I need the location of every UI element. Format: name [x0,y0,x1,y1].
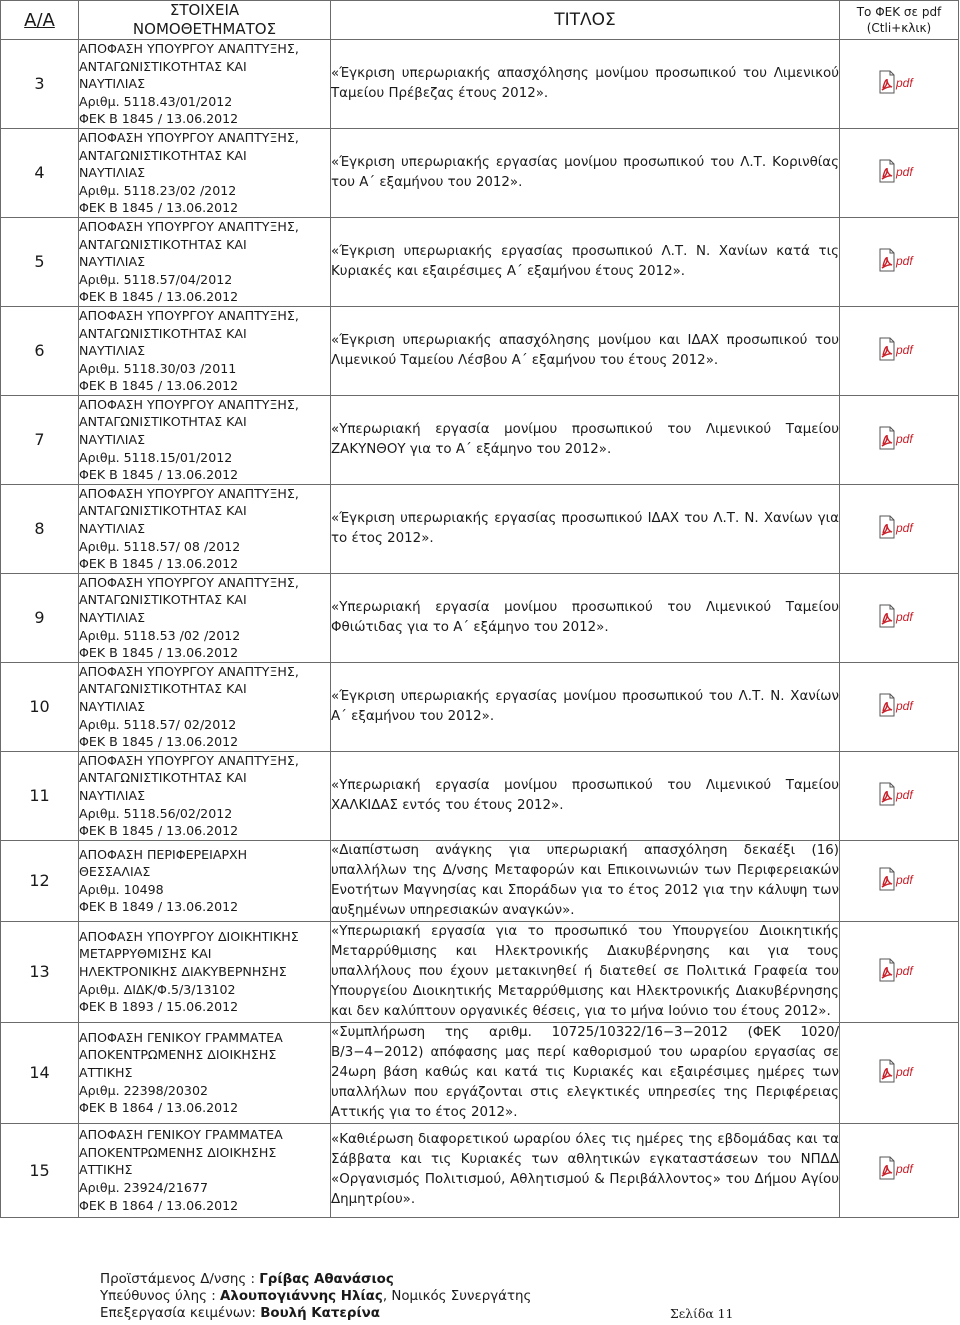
row-number: 13 [1,921,79,1022]
footer-line-2 [100,1288,860,1305]
law-line: ΗΛΕΚΤΡΟΝΙΚΗΣ ΔΙΑΚΥΒΕΡΝΗΣΗΣ [79,963,287,979]
law-line: ΑΝΤΑΓΩΝΙΣΤΙΚΟΤΗΤΑΣ ΚΑΙ [79,592,247,608]
law-line: ΑΠΟΦΑΣΗ ΥΠΟΥΡΓΟΥ ΑΝΑΠΤΥΞΗΣ, [79,307,299,323]
decision-title: «Συμπλήρωση της αριθμ. 10725/10322/16−3−2012 (ΦΕΚ 1020/ Β/3−4−2012) απόφασης μας περί καθορισμού του ωραρίου εργασίας σε 24ωρη βάση καθώς και κατά τις Κυριακές και εξαιρέσιμες ημέρες των υπαλλήλων που εργάζονται στις ελεγκτικές υπηρεσίες της Περιφέρειας Αττικής για το έτος 2012». [331,1022,840,1123]
law-line: ΦΕΚ Β 1845 / 13.06.2012 [79,111,239,127]
decision-title: «Υπερωριακή εργασία μονίμου προσωπικού του Λιμενικού Ταμείου ΖΑΚΥΝΘΟΥ για το Α΄ εξάμηνο του 2012». [331,395,840,484]
table-row [1,840,959,921]
law-line: ΑΠΟΦΑΣΗ ΥΠΟΥΡΓΟΥ ΑΝΑΠΤΥΞΗΣ, [79,41,299,56]
pdf-icon-label: pdf [896,872,913,887]
law-line: Αριθμ. 5118.53 /02 /2012 [79,627,241,643]
law-line: Αριθμ. 5118.15/01/2012 [79,449,233,465]
law-line: ΝΑΥΤΙΛΙΑΣ [79,698,146,714]
law-line: ΦΕΚ Β 1845 / 13.06.2012 [79,378,239,394]
table-row [1,921,959,1022]
row-number: 12 [1,840,79,921]
pdf-link-cell [840,128,959,217]
law-line: ΦΕΚ Β 1864 / 13.06.2012 [79,1100,239,1116]
law-line: ΑΠΟΦΑΣΗ ΥΠΟΥΡΓΟΥ ΑΝΑΠΤΥΞΗΣ, [79,129,299,145]
footer-editor-label: Υπεύθυνος ύλης : [100,1289,220,1304]
pdf-link-cell [840,1022,959,1123]
footer-typing-name: Βουλή Κατερίνα [260,1306,381,1321]
law-line: ΑΠΟΦΑΣΗ ΥΠΟΥΡΓΟΥ ΑΝΑΠΤΥΞΗΣ, [79,396,299,412]
pdf-icon[interactable] [879,1156,919,1180]
footer-editor-role: , Νομικός Συνεργάτης [382,1289,532,1304]
pdf-link-cell [840,1123,959,1217]
decision-title: «Υπερωριακή εργασία για το προσωπικό του Υπουργείου Διοικητικής Μεταρρύθμισης και Ηλεκτρονικής Διακυβέρνησης και για τους υπαλλήλους που έχουν μετακινηθεί ή διατεθεί σε Πολιτικά Γραφεία του Υπουργείου Διοικητικής Μεταρρύθμισης και Ηλεκτρονικής Διακυβέρνησης και δεν καλύπτουν οργανικές θέσεις, για το μήνα Ιούνιο του έτους 2012». [331,921,840,1022]
law-details [79,840,331,921]
pdf-icon-label: pdf [896,1162,913,1177]
law-line: ΦΕΚ Β 1845 / 13.06.2012 [79,823,239,839]
header-pdf-line1: Το ΦΕΚ σε pdf [856,5,942,19]
law-line: ΑΠΟΦΑΣΗ ΥΠΟΥΡΓΟΥ ΑΝΑΠΤΥΞΗΣ, [79,752,299,768]
law-details [79,573,331,662]
pdf-icon-label: pdf [896,698,913,713]
law-line: ΑΠΟΚΕΝΤΡΩΜΕΝΗΣ ΔΙΟΙΚΗΣΗΣ [79,1047,277,1063]
pdf-icon-label: pdf [896,1064,913,1079]
row-number: 8 [1,484,79,573]
law-line: ΑΝΤΑΓΩΝΙΣΤΙΚΟΤΗΤΑΣ ΚΑΙ [79,147,247,163]
table-row [1,217,959,306]
law-line: ΝΑΥΤΙΛΙΑΣ [79,254,146,270]
law-details [79,306,331,395]
law-line: ΦΕΚ Β 1845 / 13.06.2012 [79,734,239,750]
pdf-icon-label: pdf [896,609,913,624]
row-number: 6 [1,306,79,395]
law-line: ΝΑΥΤΙΛΙΑΣ [79,76,146,92]
table-header-row [1,1,959,40]
decision-title: «Έγκριση υπερωριακής απασχόλησης μονίμου και ΙΔΑΧ προσωπικού του Λιμενικού Ταμείου Λέσβου Α΄ εξαμήνου του έτους 2012». [331,306,840,395]
pdf-icon[interactable] [879,693,919,717]
law-details [79,751,331,840]
law-line: Αριθμ. ΔΙΔΚ/Φ.5/3/13102 [79,981,236,997]
table-row [1,662,959,751]
law-line: ΑΠΟΦΑΣΗ ΥΠΟΥΡΓΟΥ ΑΝΑΠΤΥΞΗΣ, [79,485,299,501]
table-row [1,40,959,129]
law-line: ΑΝΤΑΓΩΝΙΣΤΙΚΟΤΗΤΑΣ ΚΑΙ [79,325,247,341]
law-line: ΑΠΟΦΑΣΗ ΓΕΝΙΚΟΥ ΓΡΑΜΜΑΤΕΑ [79,1127,283,1143]
footer-typing-label: Επεξεργασία κειμένων: [100,1306,261,1321]
page-footer [100,1271,860,1322]
law-line: ΑΠΟΦΑΣΗ ΥΠΟΥΡΓΟΥ ΑΝΑΠΤΥΞΗΣ, [79,218,299,234]
law-line: ΦΕΚ Β 1845 / 13.06.2012 [79,200,239,216]
law-line: ΦΕΚ Β 1845 / 13.06.2012 [79,467,239,483]
pdf-link-cell [840,573,959,662]
law-details [79,128,331,217]
pdf-link-cell [840,217,959,306]
pdf-link-cell [840,751,959,840]
law-line: ΑΝΤΑΓΩΝΙΣΤΙΚΟΤΗΤΑΣ ΚΑΙ [79,770,247,786]
law-details [79,662,331,751]
pdf-icon[interactable] [879,604,919,628]
decision-title: «Καθιέρωση διαφορετικού ωραρίου όλες τις ημέρες της εβδομάδας και τα Σάββατα και τις Κυριακές των αθλητικών εγκαταστάσεων του ΝΠΔΔ «Οργανισμός Πολιτισμού, Αθλητισμού & Περιβάλλοντος» του Δήμου Αγίου Δημητρίου». [331,1123,840,1217]
pdf-icon[interactable] [879,1059,919,1083]
law-line: ΦΕΚ Β 1845 / 13.06.2012 [79,556,239,572]
law-line: Αριθμ. 5118.57/ 02/2012 [79,716,237,732]
footer-director-name: Γρίβας Αθανάσιος [259,1272,394,1287]
law-line: ΝΑΥΤΙΛΙΑΣ [79,432,146,448]
law-line: Αριθμ. 5118.56/02/2012 [79,805,233,821]
law-line: ΑΠΟΦΑΣΗ ΓΕΝΙΚΟΥ ΓΡΑΜΜΑΤΕΑ [79,1029,283,1045]
pdf-icon[interactable] [879,337,919,361]
pdf-icon[interactable] [879,515,919,539]
pdf-icon[interactable] [879,426,919,450]
law-line: ΑΠΟΚΕΝΤΡΩΜΕΝΗΣ ΔΙΟΙΚΗΣΗΣ [79,1144,277,1160]
footer-line-3 [100,1305,860,1322]
law-line: ΝΑΥΤΙΛΙΑΣ [79,787,146,803]
pdf-icon-label: pdf [896,963,913,978]
table-row [1,306,959,395]
row-number: 4 [1,128,79,217]
pdf-icon-label: pdf [896,342,913,357]
law-line: ΦΕΚ Β 1845 / 13.06.2012 [79,289,239,305]
decision-title: «Έγκριση υπερωριακής εργασίας προσωπικού ΙΔΑΧ του Λ.Τ. Ν. Χανίων για το έτος 2012». [331,484,840,573]
row-number: 9 [1,573,79,662]
law-line: ΑΤΤΙΚΗΣ [79,1064,133,1080]
law-line: Αριθμ. 5118.57/ 08 /2012 [79,538,241,554]
law-line: ΑΝΤΑΓΩΝΙΣΤΙΚΟΤΗΤΑΣ ΚΑΙ [79,236,247,252]
law-line: ΑΝΤΑΓΩΝΙΣΤΙΚΟΤΗΤΑΣ ΚΑΙ [79,503,247,519]
table-row [1,751,959,840]
table-row [1,395,959,484]
pdf-link-cell [840,484,959,573]
law-line: ΑΤΤΙΚΗΣ [79,1162,133,1178]
table-row [1,1123,959,1217]
law-line: ΜΕΤΑΡΡΥΘΜΙΣΗΣ ΚΑΙ [79,946,212,962]
pdf-icon[interactable] [879,70,919,94]
row-number: 3 [1,40,79,129]
law-details [79,395,331,484]
law-line: ΑΠΟΦΑΣΗ ΥΠΟΥΡΓΟΥ ΑΝΑΠΤΥΞΗΣ, [79,574,299,590]
law-line: ΝΑΥΤΙΛΙΑΣ [79,343,146,359]
pdf-link-cell [840,306,959,395]
law-line: ΦΕΚ Β 1849 / 13.06.2012 [79,899,239,915]
footer-editor-name: Αλουπογιάννης Ηλίας [220,1289,383,1304]
decision-title: «Έγκριση υπερωριακής εργασίας προσωπικού Λ.Τ. Ν. Χανίων κατά τις Κυριακές και εξαιρέσιμες Α΄ εξαμήνου έτους 2012». [331,217,840,306]
law-details [79,40,331,129]
law-line: Αριθμ. 5118.23/02 /2012 [79,182,237,198]
law-line: Αριθμ. 23924/21677 [79,1180,208,1196]
law-line: Αριθμ. 5118.43/01/2012 [79,93,233,109]
row-number: 14 [1,1022,79,1123]
header-pdf [840,1,959,40]
decision-title: «Υπερωριακή εργασία μονίμου προσωπικού του Λιμενικού Ταμείου Φθιώτιδας για το Α΄ εξάμηνο του 2012». [331,573,840,662]
law-line: Αριθμ. 10498 [79,881,164,897]
law-line: ΑΠΟΦΑΣΗ ΠΕΡΙΦΕΡΕΙΑΡΧΗ [79,846,248,862]
decision-title: «Έγκριση υπερωριακής εργασίας μονίμου προσωπικού του Λ.Τ. Κορινθίας του Α΄ εξαμήνου του 2012». [331,128,840,217]
law-line: ΑΝΤΑΓΩΝΙΣΤΙΚΟΤΗΤΑΣ ΚΑΙ [79,681,247,697]
law-details [79,217,331,306]
footer-line-1 [100,1271,860,1288]
law-line: Αριθμ. 5118.57/04/2012 [79,271,233,287]
pdf-icon[interactable] [879,248,919,272]
table-row [1,573,959,662]
pdf-icon-label: pdf [896,520,913,535]
law-line: ΑΝΤΑΓΩΝΙΣΤΙΚΟΤΗΤΑΣ ΚΑΙ [79,414,247,430]
law-line: ΑΝΤΑΓΩΝΙΣΤΙΚΟΤΗΤΑΣ ΚΑΙ [79,58,247,74]
footer-director-label: Προϊστάμενος Δ/νσης : [100,1272,260,1287]
pdf-icon[interactable] [879,782,919,806]
law-line: ΦΕΚ Β 1845 / 13.06.2012 [79,645,239,661]
law-line: ΝΑΥΤΙΛΙΑΣ [79,521,146,537]
pdf-icon[interactable] [879,867,919,891]
pdf-icon-label: pdf [896,431,913,446]
law-line: ΑΠΟΦΑΣΗ ΥΠΟΥΡΓΟΥ ΑΝΑΠΤΥΞΗΣ, [79,663,299,679]
law-line: ΦΕΚ Β 1893 / 15.06.2012 [79,999,239,1015]
pdf-icon-label: pdf [896,75,913,90]
pdf-link-cell [840,40,959,129]
table-row [1,128,959,217]
law-details [79,921,331,1022]
page-number: Σελίδα 11 [670,1306,734,1321]
pdf-link-cell [840,395,959,484]
header-law [79,1,331,40]
table-row [1,1022,959,1123]
pdf-link-cell [840,662,959,751]
law-line: ΦΕΚ Β 1864 / 13.06.2012 [79,1197,239,1213]
law-details [79,1123,331,1217]
table-row [1,484,959,573]
pdf-icon-label: pdf [896,787,913,802]
header-title: ΤΙΤΛΟΣ [331,1,840,40]
law-line: ΑΠΟΦΑΣΗ ΥΠΟΥΡΓΟΥ ΔΙΟΙΚΗΤΙΚΗΣ [79,928,299,944]
pdf-link-cell [840,840,959,921]
row-number: 10 [1,662,79,751]
decision-title: «Έγκριση υπερωριακής απασχόλησης μονίμου προσωπικού του Λιμενικού Ταμείου Πρέβεζας έτους 2012». [331,40,840,129]
law-line: Αριθμ. 5118.30/03 /2011 [79,360,237,376]
pdf-icon[interactable] [879,159,919,183]
pdf-icon[interactable] [879,958,919,982]
decision-title: «Διαπίστωση ανάγκης για υπερωριακή απασχόληση δεκαέξι (16) υπαλλήλων της Δ/νσης Μεταφορών και Επικοινωνιών των Περιφερειακών Ενοτήτων Μαγνησίας και Σποράδων για το έτος 2012 για την κάλυψη των αυξημένων υπηρεσιακών αναγκών». [331,840,840,921]
row-number: 15 [1,1123,79,1217]
law-details [79,1022,331,1123]
row-number: 5 [1,217,79,306]
pdf-link-cell [840,921,959,1022]
law-line: ΘΕΣΣΑΛΙΑΣ [79,864,151,880]
pdf-icon-label: pdf [896,164,913,179]
law-details [79,484,331,573]
table-body [1,40,959,1218]
header-num: Α/Α [1,1,79,40]
header-law-line2: ΝΟΜΟΘΕΤΗΜΑΤΟΣ [132,20,277,38]
law-line: ΝΑΥΤΙΛΙΑΣ [79,165,146,181]
pdf-icon-label: pdf [896,253,913,268]
row-number: 7 [1,395,79,484]
decision-title: «Έγκριση υπερωριακής εργασίας μονίμου προσωπικού του Λ.Τ. Ν. Χανίων Α΄ εξαμήνου του 2012». [331,662,840,751]
law-line: ΝΑΥΤΙΛΙΑΣ [79,610,146,625]
row-number: 11 [1,751,79,840]
header-pdf-line2: (Ctli+κλικ) [866,21,932,35]
law-line: Αριθμ. 22398/20302 [79,1082,208,1098]
header-law-line1: ΣΤΟΙΧΕΙΑ [169,1,240,19]
decision-title: «Υπερωριακή εργασία μονίμου προσωπικού του Λιμενικού Ταμείου ΧΑΛΚΙΔΑΣ εντός του έτους 2012». [331,751,840,840]
